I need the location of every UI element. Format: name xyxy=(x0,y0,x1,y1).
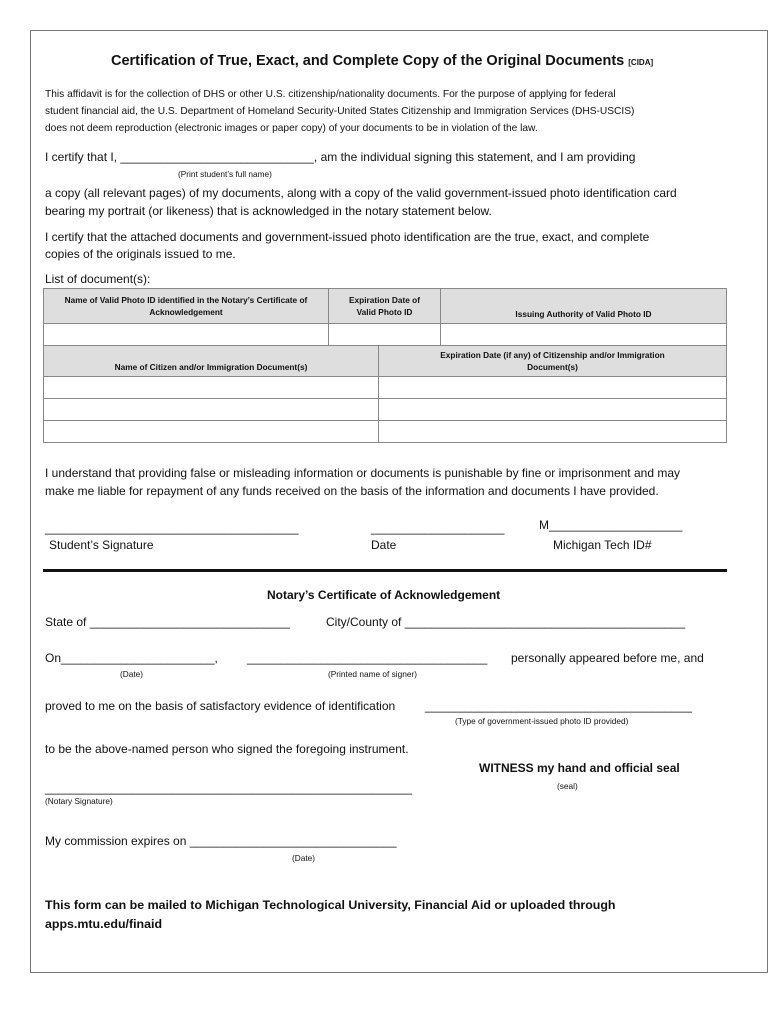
mtu-id-field[interactable] xyxy=(539,518,682,532)
warning-line: make me liable for repayment of any funds received on the basis of the information and documents I have provided. xyxy=(45,484,659,498)
commission-date-caption: (Date) xyxy=(292,853,316,863)
county-row xyxy=(326,615,685,629)
citizen-exp-cell[interactable] xyxy=(379,421,727,443)
id-type-caption: (Type of government-issued photo ID provided) xyxy=(455,716,629,726)
photo-id-exp-header: Expiration Date of Valid Photo ID xyxy=(329,289,441,324)
certify-continuation xyxy=(45,184,677,220)
witness-text: WITNESS my hand and official seal xyxy=(479,761,680,775)
student-signature-field[interactable]: ______________________________________ xyxy=(45,521,299,535)
intro-line: does not deem reproduction (electronic images or paper copy) of your documents to be in violation of the law. xyxy=(45,123,538,134)
on-label: On xyxy=(45,651,62,665)
intro-line: This affidavit is for the collection of DHS or other U.S. citizenship/nationality documents. For the purpose of applying for federal xyxy=(45,89,616,100)
certify-suffix: , am the individual signing this statement, and I am providing xyxy=(313,150,636,164)
signature-date-field[interactable]: ____________________ xyxy=(371,521,505,535)
mtu-id-line: ____________________ xyxy=(549,518,683,532)
citizen-doc-cell[interactable] xyxy=(44,421,379,443)
above-named-text: to be the above-named person who signed the foregoing instrument. xyxy=(45,742,409,756)
county-label: City/County of xyxy=(326,615,402,629)
citizen-exp-header: Expiration Date (if any) of Citizenship and/or Immigration Document(s) xyxy=(379,346,727,377)
photo-id-cell[interactable] xyxy=(44,324,329,346)
signer-caption: (Printed name of signer) xyxy=(328,669,418,679)
authority-header: Issuing Authority of Valid Photo ID xyxy=(441,289,727,324)
section-divider xyxy=(43,569,727,572)
print-name-caption: (Print student’s full name) xyxy=(178,169,272,179)
list-label: List of document(s): xyxy=(45,272,151,286)
certify-prefix: I certify that I, xyxy=(45,150,118,164)
form-page xyxy=(30,30,768,973)
citizen-doc-cell[interactable] xyxy=(44,399,379,421)
notary-signature-caption: (Notary Signature) xyxy=(45,796,113,806)
mailing-instructions xyxy=(45,896,616,934)
state-row xyxy=(45,615,290,629)
certify-originals xyxy=(45,229,649,263)
student-signature-label: Student’s Signature xyxy=(49,538,154,552)
state-label: State of xyxy=(45,615,87,629)
citizen-exp-cell[interactable] xyxy=(379,377,727,399)
commission-date-field[interactable]: _______________________________ xyxy=(189,834,397,848)
photo-id-header: Name of Valid Photo ID identified in the Notary’s Certificate of Acknowledgement xyxy=(44,289,329,324)
commission-row xyxy=(45,834,397,848)
citizen-doc-table xyxy=(43,345,727,443)
certify-statement xyxy=(45,150,635,164)
seal-caption: (seal) xyxy=(557,781,578,791)
citizen-doc-header: Name of Citizen and/or Immigration Document(s) xyxy=(44,346,379,377)
county-field[interactable]: __________________________________________ xyxy=(404,615,686,629)
footer-line: This form can be mailed to Michigan Technological University, Financial Aid or uploaded through xyxy=(45,898,616,912)
form-title xyxy=(111,53,653,69)
warning-paragraph xyxy=(45,464,680,500)
commission-label: My commission expires on xyxy=(45,834,187,848)
warning-line: I understand that providing false or misleading information or documents is punishable by fine or imprisonment and may xyxy=(45,466,681,480)
signer-name-field[interactable]: ____________________________________ xyxy=(247,651,488,665)
authority-cell[interactable] xyxy=(441,324,727,346)
photo-id-exp-cell[interactable] xyxy=(329,324,441,346)
certify-line: bearing my portrait (or likeness) that is acknowledged in the notary statement below. xyxy=(45,204,492,218)
on-row xyxy=(45,651,218,665)
id-type-field[interactable]: ________________________________________ xyxy=(425,699,692,713)
mtu-id-label: Michigan Tech ID# xyxy=(553,538,652,552)
certify2-line: copies of the originals issued to me. xyxy=(45,247,236,261)
notary-date-field[interactable]: _______________________, xyxy=(61,651,218,665)
proved-text: proved to me on the basis of satisfactory evidence of identification xyxy=(45,699,396,713)
notary-heading: Notary’s Certificate of Acknowledgement xyxy=(267,588,501,602)
footer-link[interactable]: apps.mtu.edu/finaid xyxy=(45,917,163,931)
form-code: [CIDA] xyxy=(628,58,654,67)
appeared-text: personally appeared before me, and xyxy=(511,651,704,665)
certify2-line: I certify that the attached documents and government-issued photo identification are the true, exact, and complete xyxy=(45,230,650,244)
on-date-caption: (Date) xyxy=(120,669,144,679)
student-name-field[interactable]: _____________________________ xyxy=(120,150,314,164)
state-field[interactable]: ______________________________ xyxy=(89,615,290,629)
date-label: Date xyxy=(371,538,397,552)
certify-line: a copy (all relevant pages) of my documents, along with a copy of the valid government-issued photo identification card xyxy=(45,186,677,200)
intro-line: student financial aid, the U.S. Department of Homeland Security-United States Citizenship and Immigration Services (DHS-USCIS) xyxy=(45,106,635,117)
notary-signature-field[interactable]: _______________________________________________________ xyxy=(45,781,413,795)
citizen-exp-cell[interactable] xyxy=(379,399,727,421)
form-title-text: Certification of True, Exact, and Complete Copy of the Original Documents xyxy=(111,53,625,69)
citizen-doc-cell[interactable] xyxy=(44,377,379,399)
mtu-id-prefix: M xyxy=(539,518,549,532)
photo-id-table xyxy=(43,288,727,346)
intro-paragraph xyxy=(45,86,634,137)
